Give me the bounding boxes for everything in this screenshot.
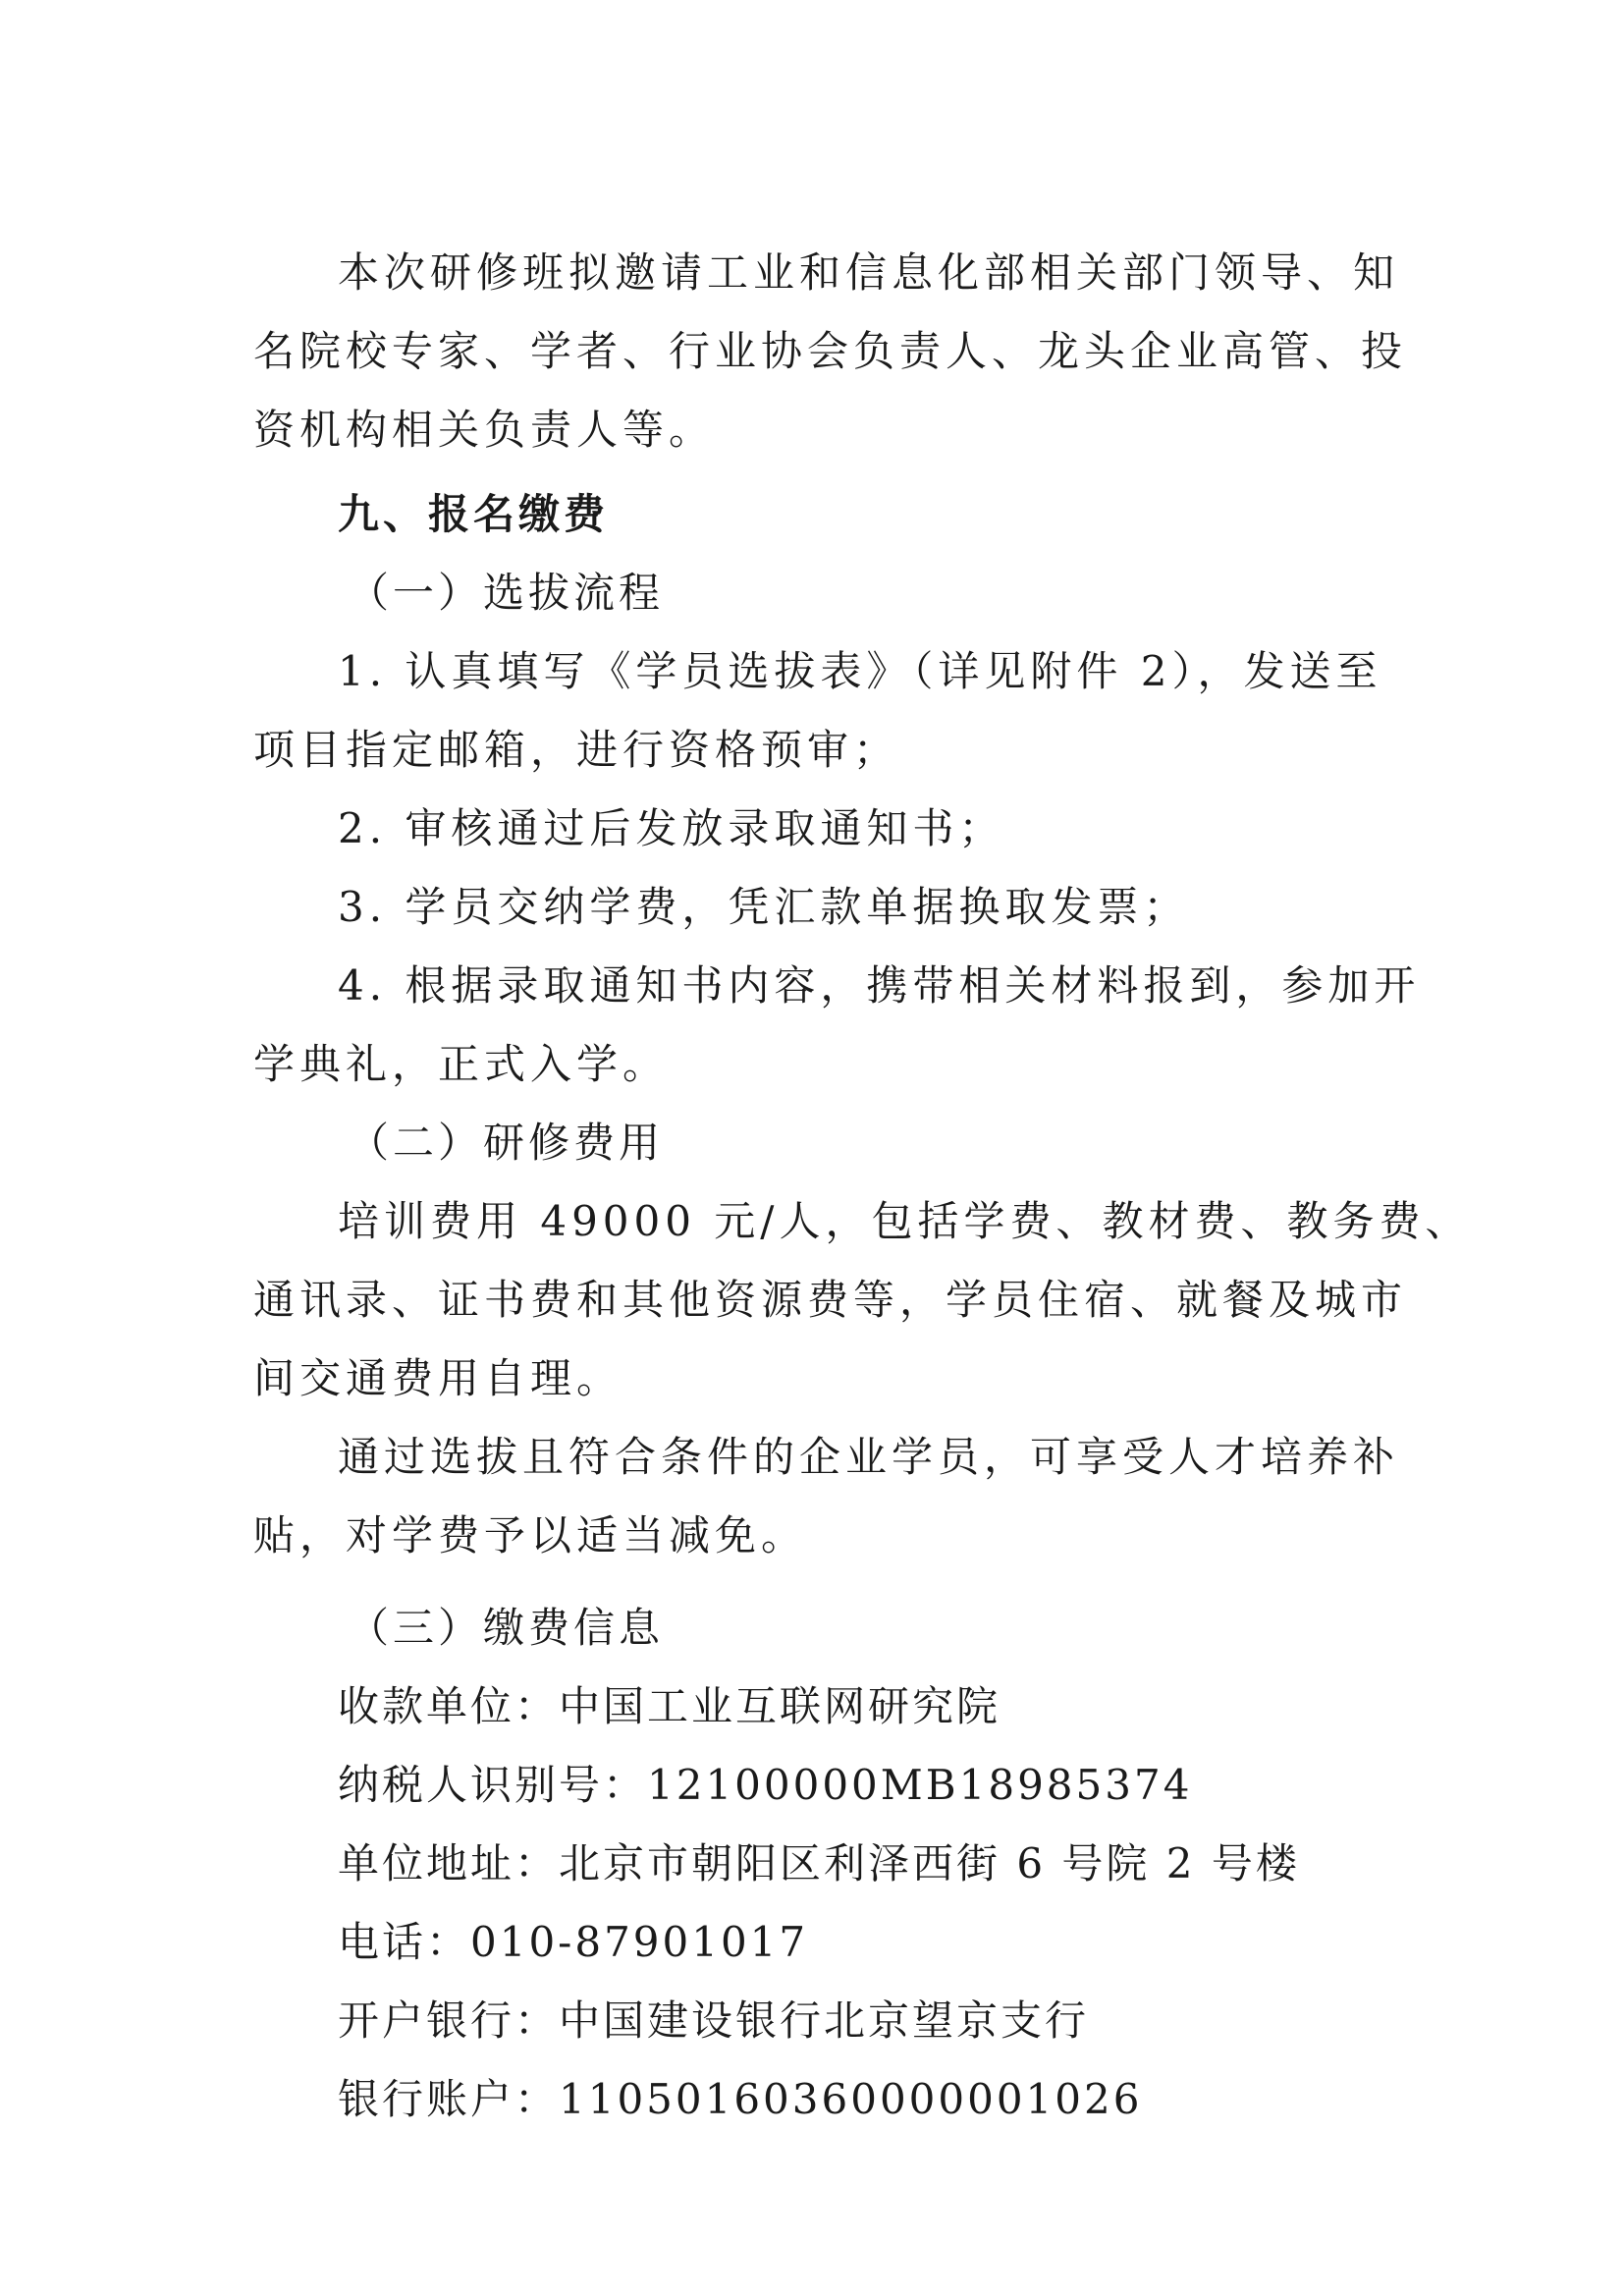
payee-line: 收款单位：中国工业互联网研究院 [338,1682,1001,1730]
fee-para-line-2: 通讯录、证书费和其他资源费等，学员住宿、就餐及城市 [253,1276,1408,1324]
subsidy-para-line-2: 贴，对学费予以适当减免。 [253,1511,808,1559]
phone-line: 电话：010-87901017 [338,1918,809,1966]
step-4-line-1: 4. 根据录取通知书内容，携带相关材料报到，参加开 [338,961,1421,1010]
document-body [253,234,1472,2139]
subsection-title-selection: （一）选拔流程 [348,569,665,617]
tax-id-line: 纳税人识别号：12100000MB18985374 [338,1761,1193,1809]
step-1-line-2: 项目指定邮箱，进行资格预审； [253,726,900,774]
fee-para-line-3: 间交通费用自理。 [253,1354,623,1402]
subsection-title-payment: （三）缴费信息 [348,1604,665,1652]
section-title: 九、报名缴费 [338,490,610,538]
subsection-title-fees: （二）研修费用 [348,1119,665,1167]
account-line: 银行账户：11050160360000001026 [338,2075,1143,2123]
step-1-line-1: 1. 认真填写《学员选拔表》（详见附件 2），发送至 [338,647,1382,695]
bank-line: 开户银行：中国建设银行北京望京支行 [338,1996,1090,2045]
step-3: 3. 学员交纳学费，凭汇款单据换取发票； [338,883,1190,931]
intro-line-2: 名院校专家、学者、行业协会负责人、龙头企业高管、投 [253,327,1408,375]
intro-line-3: 资机构相关负责人等。 [253,406,716,454]
subsidy-para-line-1: 通过选拔且符合条件的企业学员，可享受人才培养补 [338,1433,1400,1481]
intro-line-1: 本次研修班拟邀请工业和信息化部相关部门领导、知 [338,248,1400,297]
address-line: 单位地址：北京市朝阳区利泽西街 6 号院 2 号楼 [338,1839,1300,1887]
fee-para-line-1: 培训费用 49000 元/人，包括学费、教材费、教务费、 [338,1197,1472,1245]
step-2: 2. 审核通过后发放录取通知书； [338,804,1005,852]
step-4-line-2: 学典礼，正式入学。 [253,1040,670,1088]
